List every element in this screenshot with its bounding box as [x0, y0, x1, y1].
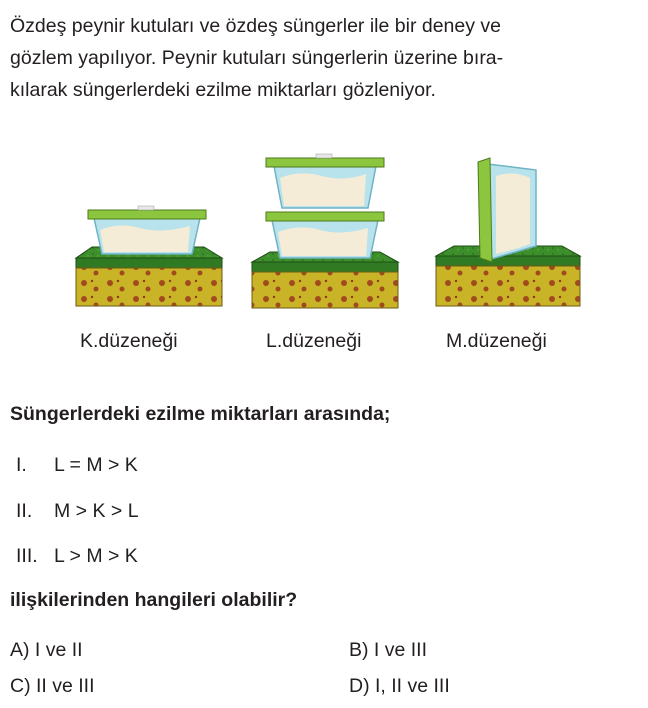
cheese-box-k: [88, 206, 206, 254]
ask-text: ilişkilerinden hangileri olabilir?: [10, 589, 298, 611]
statement-number: II.: [16, 500, 33, 522]
sponge-k: [76, 247, 222, 306]
cheese-box-l-bottom: [266, 212, 384, 258]
sponge-l: [252, 252, 398, 308]
option-d[interactable]: D) I, II ve III: [349, 675, 450, 697]
label-l: L.düzeneği: [266, 330, 362, 352]
option-c[interactable]: C) II ve III: [10, 675, 95, 697]
statement-1: [16, 454, 138, 477]
intro-line: Özdeş peynir kutuları ve özdeş süngerler ile bir deney ve: [10, 15, 502, 37]
cheese-box-l-top: [266, 154, 384, 208]
cheese-box-m: [478, 158, 536, 262]
setup-l: [252, 154, 398, 308]
setup-m: [436, 158, 580, 306]
label-m: M.düzeneği: [446, 330, 547, 352]
statement-text: L > M > K: [54, 545, 138, 567]
option-b[interactable]: B) I ve III: [349, 639, 428, 661]
label-k: K.düzeneği: [80, 330, 178, 352]
intro-line: gözlem yapılıyor. Peynir kutuları süngerlerin üzerine bıra-: [10, 47, 504, 69]
option-a[interactable]: A) I ve II: [10, 639, 83, 661]
statement-text: L = M > K: [54, 454, 138, 476]
statement-number: III.: [16, 545, 38, 567]
statement-number: I.: [16, 454, 27, 476]
intro-line: kılarak süngerlerdeki ezilme miktarları gözleniyor.: [10, 79, 436, 101]
statement-3: [16, 545, 138, 568]
experiment-figure: [0, 150, 648, 365]
setup-k: [76, 206, 222, 306]
intro-text: [10, 10, 640, 106]
question-text: Süngerlerdeki ezilme miktarları arasında;: [10, 403, 391, 425]
statement-2: [16, 500, 139, 523]
statement-text: M > K > L: [54, 500, 139, 522]
sponge-m: [436, 246, 580, 306]
experiment-illustration: [0, 150, 648, 330]
